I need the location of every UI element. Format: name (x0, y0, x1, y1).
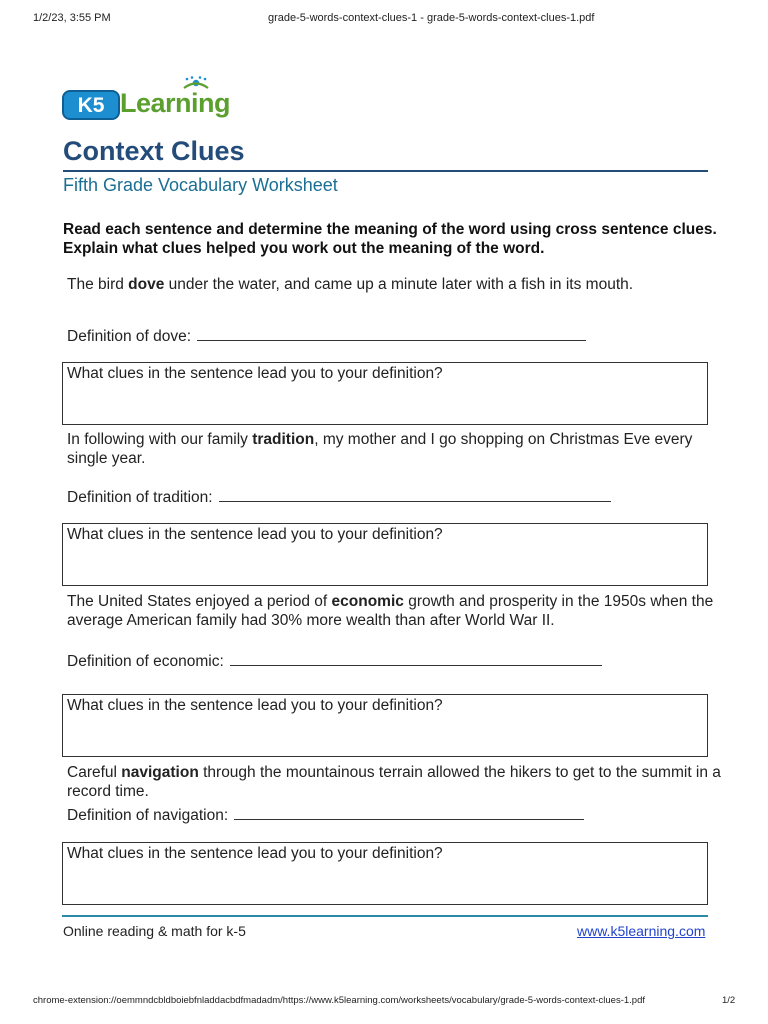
definition-line (67, 489, 611, 507)
definition-label: Definition of navigation: (67, 807, 229, 824)
definition-label: Definition of economic: (67, 653, 224, 670)
print-doc-title: grade-5-words-context-clues-1 - grade-5-words-context-clues-1.pdf (268, 12, 595, 24)
sentence-text: , my mother and I go shopping on Christmas Eve every single year. (67, 431, 693, 467)
print-datetime: 1/2/23, 3:55 PM (33, 12, 111, 24)
definition-blank[interactable] (219, 491, 611, 502)
question-sentence (67, 275, 727, 294)
instructions: Read each sentence and determine the meaning of the word using cross sentence clues. Explain what clues helped you work out the meaning of the word. (63, 221, 717, 257)
definition-label: Definition of dove: (67, 328, 192, 345)
definition-blank[interactable] (197, 330, 586, 341)
clue-answer-box[interactable] (62, 362, 708, 425)
print-url: chrome-extension://oemmndcbldboiebfnladdacbdfmadadm/https://www.k5learning.com/worksheets/vocabulary/grade-5-words-context-clues-1.pdf (33, 995, 645, 1006)
logo-word: Learning (120, 88, 231, 118)
definition-line (67, 653, 602, 671)
vocab-word: dove (128, 276, 165, 293)
vocab-word: economic (331, 593, 404, 610)
question-sentence (67, 592, 727, 630)
clue-prompt: What clues in the sentence lead you to your definition? (67, 365, 443, 382)
definition-blank[interactable] (234, 809, 584, 820)
vocab-word: navigation (121, 764, 199, 781)
question-sentence (67, 763, 727, 801)
title-divider (63, 170, 708, 172)
footer-tagline: Online reading & math for k-5 (63, 923, 246, 939)
clue-prompt: What clues in the sentence lead you to your definition? (67, 697, 443, 714)
clue-answer-box[interactable] (62, 523, 708, 586)
clue-answer-box[interactable] (62, 842, 708, 905)
sentence-text: In following with our family (67, 431, 253, 448)
sentence-text: under the water, and came up a minute later with a fish in its mouth. (164, 276, 634, 293)
logo-badge (62, 90, 120, 120)
definition-blank[interactable] (230, 655, 602, 666)
vocab-word: tradition (252, 431, 315, 448)
k5-learning-logo (62, 80, 252, 130)
definition-label: Definition of tradition: (67, 489, 213, 506)
logo-badge-text: K5 (77, 94, 105, 117)
sentence-text: Careful (67, 764, 122, 781)
footer-divider (62, 915, 708, 917)
worksheet-title: Context Clues (63, 136, 245, 166)
logo-figure-icon (178, 76, 214, 98)
sentence-text: The bird (67, 276, 129, 293)
clue-prompt: What clues in the sentence lead you to your definition? (67, 845, 443, 862)
clue-prompt: What clues in the sentence lead you to your definition? (67, 526, 443, 543)
sentence-text: growth and prosperity in the 1950s when the average American family had 30% more wealth than after World War II. (67, 593, 714, 629)
sentence-text: through the mountainous terrain allowed the hikers to get to the summit in a record time. (67, 764, 721, 800)
worksheet-subtitle: Fifth Grade Vocabulary Worksheet (63, 175, 338, 195)
footer-link[interactable]: www.k5learning.com (577, 923, 706, 939)
definition-line (67, 807, 584, 825)
sentence-text: The United States enjoyed a period of (67, 593, 332, 610)
question-sentence (67, 430, 727, 468)
definition-line (67, 328, 586, 346)
clue-answer-box[interactable] (62, 694, 708, 757)
print-page-number: 1/2 (722, 995, 736, 1006)
